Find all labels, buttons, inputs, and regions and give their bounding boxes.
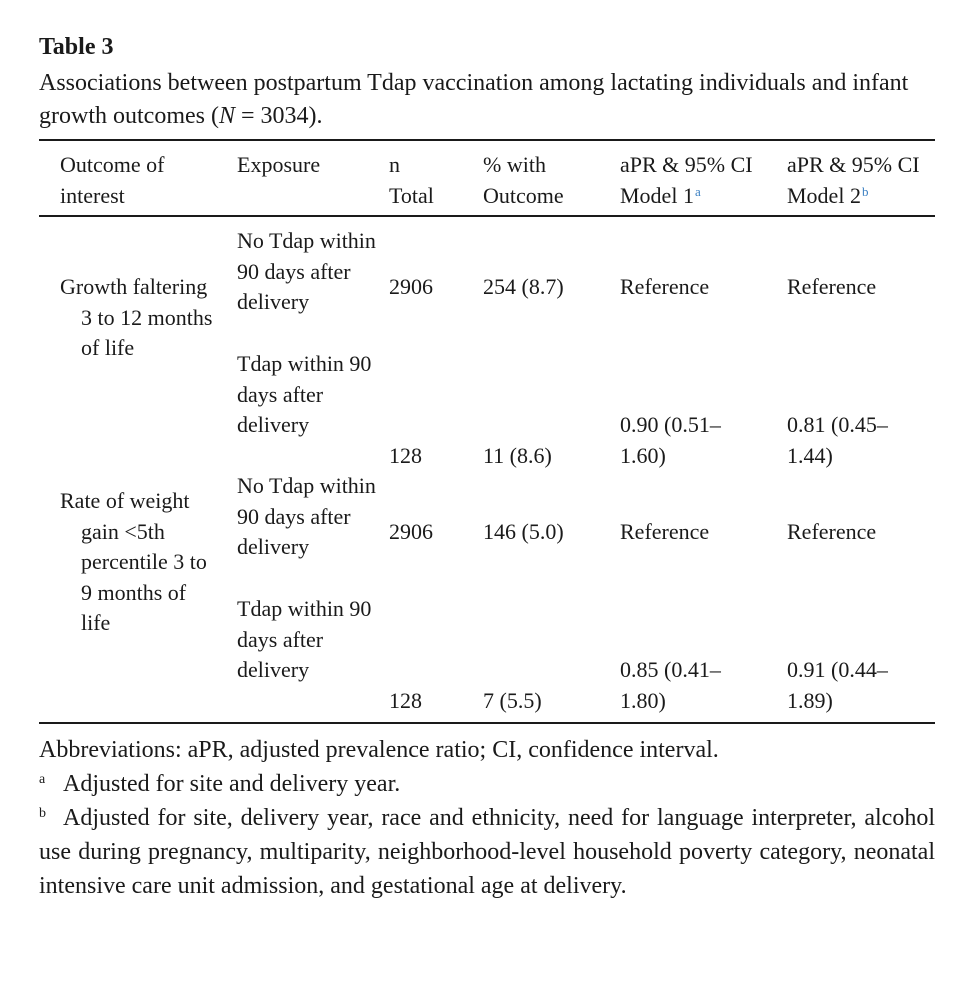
exposure-cell: No Tdap within 90 days after delivery — [237, 228, 376, 315]
header-outcome: Outcome of interest — [60, 152, 165, 208]
outcome-growth-faltering: Growth faltering 3 to 12 months of life — [60, 274, 213, 361]
n-total-cell: 128 — [389, 443, 422, 468]
pct-outcome-cell: 11 (8.6) — [483, 443, 552, 468]
exposure-cell: Tdap within 90 days after delivery — [237, 596, 372, 683]
model1-cell: 0.85 (0.41–1.80) — [620, 657, 721, 713]
outcome-weight-gain: Rate of weight gain <5th percentile 3 to 9 months of life — [60, 488, 207, 636]
caption-text-end: = 3034). — [234, 103, 323, 129]
pct-outcome-cell: 254 (8.7) — [483, 274, 564, 299]
header-model1 — [620, 150, 760, 211]
footnote-a-mark: a — [39, 772, 46, 787]
table-top-rule — [39, 139, 935, 141]
header-model2-label: aPR & 95% CI Model 2 — [787, 152, 920, 208]
caption-n-symbol: N — [218, 103, 235, 129]
model2-cell: 0.91 (0.44–1.89) — [787, 657, 888, 713]
exposure-cell: Tdap within 90 days after delivery — [237, 351, 372, 438]
table-caption — [39, 67, 939, 133]
footnote-a — [39, 767, 935, 801]
model2-cell: 0.81 (0.45–1.44) — [787, 412, 888, 468]
footnote-ref-b[interactable]: b — [861, 183, 869, 199]
footnote-ref-a[interactable]: a — [694, 183, 701, 199]
header-model2 — [787, 150, 927, 211]
caption-text-start: Associations between postpartum Tdap vaccination among lactating individuals and infant growth outcomes ( — [39, 70, 909, 129]
header-pct-outcome: % with Outcome — [483, 152, 564, 208]
n-total-cell: 2906 — [389, 519, 433, 544]
model2-cell: Reference — [787, 274, 877, 299]
header-exposure: Exposure — [237, 152, 321, 177]
pct-outcome-cell: 7 (5.5) — [483, 688, 542, 713]
model1-cell: Reference — [620, 519, 710, 544]
pct-outcome-cell: 146 (5.0) — [483, 519, 564, 544]
header-model1-label: aPR & 95% CI Model 1 — [620, 152, 753, 208]
table-header-rule — [39, 215, 935, 217]
n-total-cell: 128 — [389, 688, 422, 713]
header-n-total: n Total — [389, 152, 434, 208]
table-bottom-rule — [39, 722, 935, 724]
footnote-a-text: Adjusted for site and delivery year. — [63, 771, 401, 797]
footnote-b — [39, 801, 935, 903]
table-label: Table 3 — [39, 34, 114, 60]
table-footnotes — [39, 733, 935, 903]
footnote-b-mark: b — [39, 806, 46, 821]
model1-cell: 0.90 (0.51–1.60) — [620, 412, 721, 468]
n-total-cell: 2906 — [389, 274, 433, 299]
footnote-b-text: Adjusted for site, delivery year, race and ethnicity, need for language interpreter, alcohol use during pregnancy, multiparity, neighborhood-level household poverty category, neonatal intensive care unit admission, and gestational age at delivery. — [39, 805, 935, 899]
model2-cell: Reference — [787, 519, 877, 544]
exposure-cell: No Tdap within 90 days after delivery — [237, 473, 376, 560]
model1-cell: Reference — [620, 274, 710, 299]
abbreviations-note: Abbreviations: aPR, adjusted prevalence ratio; CI, confidence interval. — [39, 737, 719, 763]
